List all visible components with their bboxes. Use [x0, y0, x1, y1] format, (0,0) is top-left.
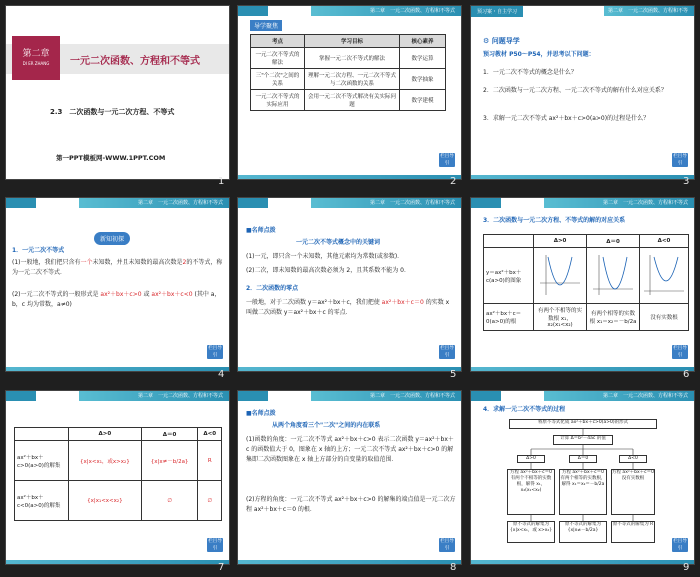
- paragraph-1: (1)函数的角度：一元二次不等式 ax²＋bx＋c>0 表示二次函数 y＝ax²＋bx＋c 的函数值大于 0，图象在 x 轴的上方；一元二次不等式 ax²＋bx＋c>0 的解集即二次函数图象在 x 轴上方部分的自变量的取值范围．: [246, 436, 454, 463]
- bottom-stripe: [238, 367, 461, 371]
- title: 4．求解一元二次不等式的过程: [483, 406, 566, 413]
- bottom-stripe: [238, 560, 461, 564]
- top-bar: 第二章 一元二次函数、方程和不等式: [544, 391, 694, 401]
- case-positive: Δ>0: [517, 455, 545, 463]
- top-bar: 第二章 一元二次函数、方程和不等式: [311, 198, 461, 208]
- slide-number: 1: [218, 176, 225, 187]
- title: 1．一元二次不等式: [12, 247, 65, 254]
- slide-9[interactable]: [470, 390, 695, 565]
- paragraph-3: 一般地，对于二次函数 y＝ax²＋bx＋c，我们把使 ax²＋bx＋c＝0 的实数 x 叫做二次函数 y＝ax²＋bx＋c 的零点．: [246, 299, 450, 316]
- solution-two: 原不等式的解集为 {x|x<x₁，或 x>x₂}: [507, 521, 555, 543]
- step-discriminant: 计算 Δ＝b²－4ac 的值: [553, 435, 613, 445]
- bottom-stripe: [471, 175, 694, 179]
- left-bar: [6, 391, 36, 401]
- solution-one: 原不等式的解集为 {x|x≠－b/2a}: [559, 521, 607, 543]
- case-negative: Δ<0: [619, 455, 647, 463]
- paragraph-2: (2)一元二次不等式的一般形式是 ax²＋bx＋c>0 或 ax²＋bx＋c<0 (其中 a，b，c 均为常数，a≠0): [12, 291, 221, 308]
- question-2: 2．二次函数与一元二次方程、一元二次不等式的解有什么对应关系？: [483, 87, 667, 94]
- left-bar: [238, 6, 268, 16]
- left-bar: [238, 391, 268, 401]
- title: 3．二次函数与一元二次方程、不等式的解的对应关系: [483, 217, 626, 224]
- nav-badge[interactable]: 栏目导引: [673, 154, 687, 166]
- nav-badge[interactable]: 栏目导引: [673, 539, 687, 551]
- table-header: 考点: [251, 35, 305, 48]
- slide-3[interactable]: [470, 5, 695, 180]
- slide-5[interactable]: [237, 197, 462, 372]
- roots-one: 方程 ax²＋bx＋c＝0 有两个相等的实数根，解得 x₁＝x₂＝－b/2a: [559, 469, 607, 515]
- chapter-title: 一元二次函数、方程和不等式: [70, 56, 200, 67]
- slide-6[interactable]: [470, 197, 695, 372]
- bottom-stripe: [471, 560, 694, 564]
- slide-2[interactable]: [237, 5, 462, 180]
- solution-table: Δ>0 Δ＝0 Δ<0 ax²＋bx＋c>0(a>0)的解集 {x|x<x₁，或x>x₂} {x|x≠－b/2a} R ax²＋bx＋c<0(a>0)的解集 {x|x₁<x<x₂} ∅ ∅: [14, 427, 222, 521]
- question-3: 3．求解一元二次不等式 ax²＋bx＋c>0(a>0)的过程是什么？: [483, 115, 650, 122]
- solution-none: 原不等式的解集为 R: [611, 521, 655, 543]
- top-bar: 第二章 一元二次函数、方程和不等式: [604, 6, 694, 16]
- roots-two: 方程 ax²＋bx＋c＝0 有两个不相等的实数根，解得 x₁，x₂(x₁<x₂): [507, 469, 555, 515]
- table-row: ax²＋bx＋c>0(a>0)的解集 {x|x<x₁，或x>x₂} {x|x≠－b/2a} R: [15, 441, 222, 481]
- footer-text: 第一PPT模板网-WWW.1PPT.COM: [56, 154, 166, 162]
- top-bar: 第二章 一元二次函数、方程和不等式: [311, 391, 461, 401]
- bottom-stripe: [238, 175, 461, 179]
- nav-badge[interactable]: 栏目导引: [208, 539, 222, 551]
- goals-table: [250, 34, 446, 111]
- slide-1[interactable]: [5, 5, 230, 180]
- graph-two-roots: [538, 253, 582, 297]
- slide-4[interactable]: [5, 197, 230, 372]
- roots-none: 方程 ax²＋bx＋c＝0 没有实数根: [611, 469, 655, 515]
- section-title: 2.3 二次函数与一元二次方程、不等式: [50, 108, 175, 116]
- slide-number: 9: [683, 562, 690, 573]
- section-header: 导学聚焦: [250, 20, 282, 31]
- slide-number: 3: [683, 176, 690, 187]
- top-bar: 第二章 一元二次函数、方程和不等式: [79, 198, 229, 208]
- case-zero: Δ＝0: [569, 455, 597, 463]
- left-bar: [6, 198, 36, 208]
- graph-no-root: [642, 253, 686, 297]
- section-header: 预习案・自主学习: [471, 6, 523, 17]
- nav-badge[interactable]: 栏目导引: [440, 346, 454, 358]
- title: 从两个角度看三个"二次"之间的内在联系: [272, 422, 381, 429]
- left-bar: [471, 198, 501, 208]
- section-header: 新知初探: [94, 232, 130, 245]
- slide-number: 6: [683, 369, 690, 380]
- nav-badge[interactable]: 栏目导引: [208, 346, 222, 358]
- bottom-stripe: [6, 367, 229, 371]
- nav-badge[interactable]: 栏目导引: [440, 539, 454, 551]
- table-header: 学习目标: [305, 35, 400, 48]
- question-heading: ⚙ 问题导学: [483, 37, 520, 45]
- table-row: y＝ax²＋bx＋c(a>0)的图象: [484, 248, 689, 304]
- top-bar: 第二章 一元二次函数、方程和不等式: [79, 391, 229, 401]
- tag: ■名师点拨: [246, 410, 276, 417]
- slide-number: 5: [450, 369, 457, 380]
- question-intro: 预习教材 P50～P54，并思考以下问题：: [483, 51, 595, 58]
- top-bar: 第二章 一元二次函数、方程和不等式: [544, 198, 694, 208]
- paragraph-1: (1)一元，即只含一个未知数，其他元素均为常数(或参数)．: [246, 253, 404, 260]
- relation-table: Δ>0 Δ＝0 Δ<0 y＝ax²＋bx＋c(a>0)的图象 ax²＋bx＋c＝0(a>0)的根 有两个不相等的实数根 x₁，x₂(x₁<x₂) 有两个相等的实数根 x₁＝x₂＝－b/2a 没有实数根: [483, 234, 689, 331]
- slide-number: 7: [218, 562, 225, 573]
- chapter-badge: 第二章 DI ER ZHANG: [12, 36, 60, 80]
- title: 一元二次不等式概念中的关键词: [296, 239, 381, 246]
- slide-number: 8: [450, 562, 457, 573]
- paragraph-2: (2)二次，即未知数的最高次数必须为 2，且其系数不能为 0．: [246, 267, 410, 274]
- slide-8[interactable]: [237, 390, 462, 565]
- table-row: ax²＋bx＋c＝0(a>0)的根 有两个不相等的实数根 x₁，x₂(x₁<x₂) 有两个相等的实数根 x₁＝x₂＝－b/2a 没有实数根: [484, 304, 689, 331]
- table-header: 核心素养: [400, 35, 446, 48]
- table-row: 一元二次不等式的实际应用 会用一元二次不等式解决有关实际问题 数学建模: [251, 90, 446, 111]
- step-standardize: 将原不等式化成 ax²＋bx＋c>0(a>0)的形式: [509, 419, 657, 429]
- question-1: 1．一元二次不等式的概念是什么？: [483, 69, 577, 76]
- left-bar: [238, 198, 268, 208]
- paragraph-1: (1)一般地，我们把只含有一个未知数，并且未知数的最高次数是2的不等式，称为一元二次不等式．: [12, 259, 223, 276]
- nav-badge[interactable]: 栏目导引: [673, 346, 687, 358]
- subheading: 2．二次函数的零点: [246, 285, 299, 292]
- gear-icon: ⚙: [483, 37, 490, 45]
- table-row: ax²＋bx＋c<0(a>0)的解集 {x|x₁<x<x₂} ∅ ∅: [15, 481, 222, 521]
- bottom-stripe: [471, 367, 694, 371]
- nav-badge[interactable]: 栏目导引: [440, 154, 454, 166]
- table-row: 一元二次不等式的解法 掌握一元二次不等式的解法 数学运算: [251, 48, 446, 69]
- slide-number: 4: [218, 369, 225, 380]
- slide-number: 2: [450, 176, 457, 187]
- tag: ■名师点拨: [246, 227, 276, 234]
- graph-one-root: [591, 253, 635, 297]
- top-bar: 第二章 一元二次函数、方程和不等式: [311, 6, 461, 16]
- slide-7[interactable]: [5, 390, 230, 565]
- table-row: 三"个二次"之间的关系 理解一元二次方程、一元二次不等式与二次函数的关系 数学抽象: [251, 69, 446, 90]
- paragraph-2: (2)方程的角度：一元二次不等式 ax²＋bx＋c>0 的解集的端点值是一元二次方程 ax²＋bx＋c＝0 的根．: [246, 496, 456, 513]
- bottom-stripe: [6, 560, 229, 564]
